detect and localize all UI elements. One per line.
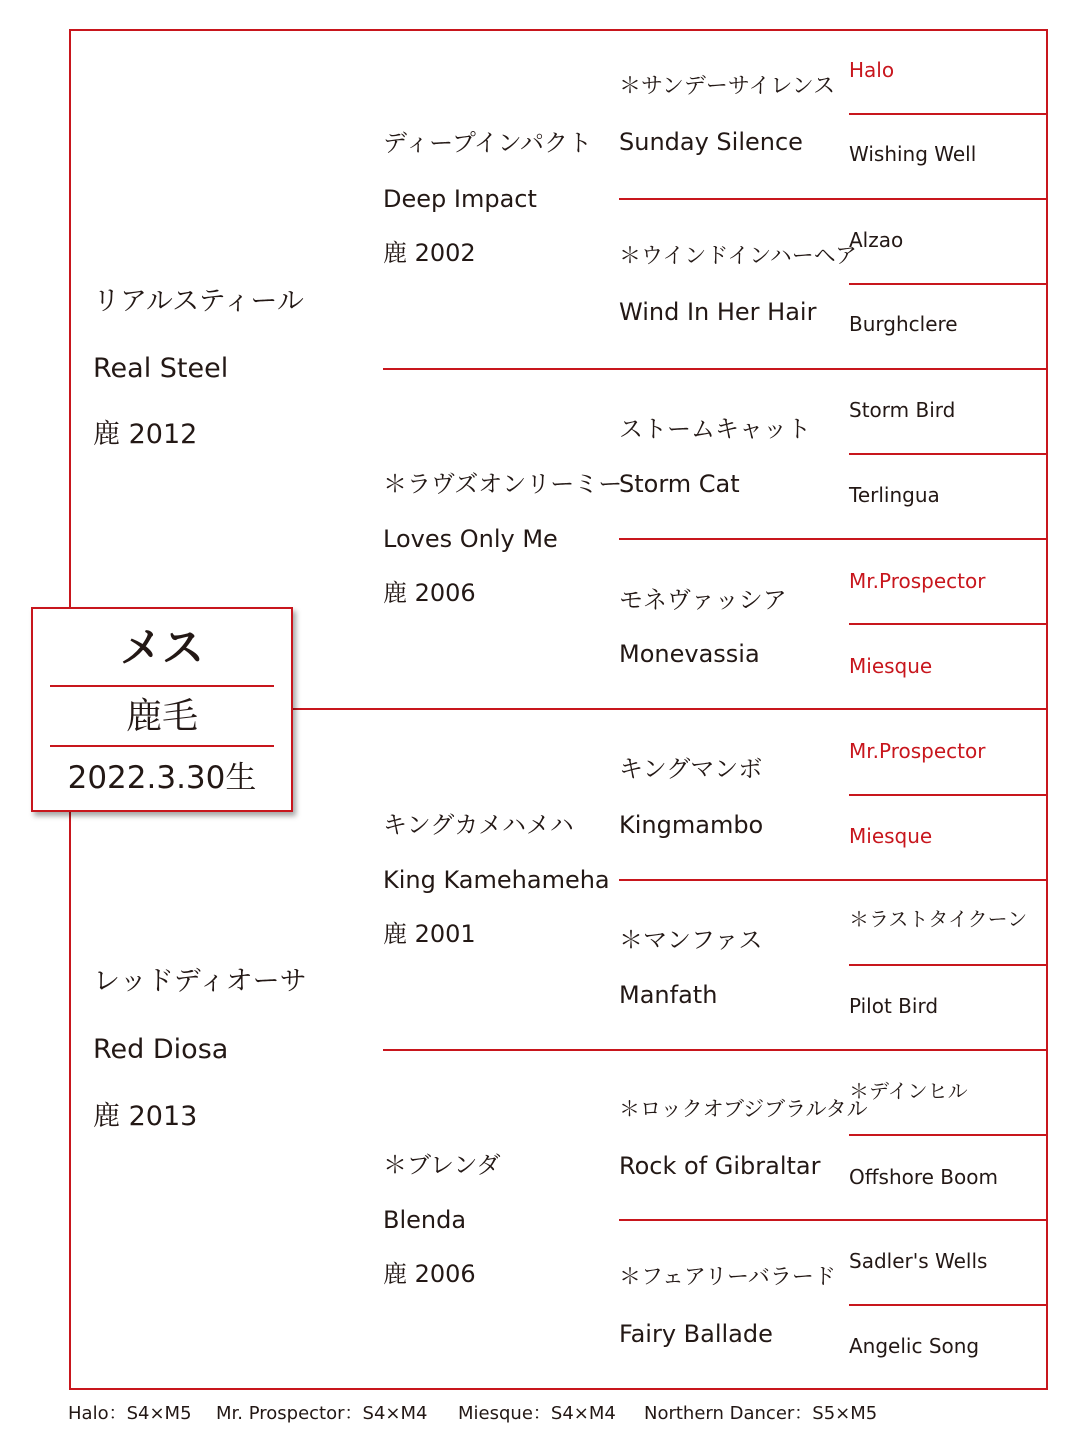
divider-gen4 [849, 453, 1048, 455]
ancestor-gen3-jp: ＊ロックオブジブラルタル [619, 1097, 868, 1121]
divider-gen2-bottom [383, 1049, 1048, 1051]
dam-name-jp: レッドディオーサ [93, 966, 307, 997]
ancestor-gen3-en: Manfath [619, 981, 718, 1009]
ancestor-gen4: Wishing Well [849, 142, 977, 166]
ancestor-gen3-en: Kingmambo [619, 811, 764, 839]
ancestor-gen3-jp: ＊サンデーサイレンス [619, 74, 836, 99]
ancestor-gen4: Mr.Prospector [849, 569, 986, 593]
subject-divider [50, 745, 274, 747]
ancestor-gen3-jp: モネヴァッシア [619, 586, 787, 614]
divider-gen4 [849, 794, 1048, 796]
ancestor-gen4: Angelic Song [849, 1334, 980, 1358]
ancestor-gen4: Terlingua [849, 483, 940, 507]
subject-box [31, 607, 293, 812]
divider-gen3 [619, 198, 1048, 200]
ancestor-gen2-info: 鹿 2006 [383, 579, 476, 607]
divider-gen4 [849, 1134, 1048, 1136]
ancestor-gen3-en: Rock of Gibraltar [619, 1152, 821, 1180]
ancestor-gen4: Pilot Bird [849, 994, 939, 1018]
divider-gen3 [619, 538, 1048, 540]
dam-name-en: Red Diosa [93, 1034, 229, 1065]
ancestor-gen2-en: King Kamehameha [383, 866, 610, 894]
divider-gen4 [849, 964, 1048, 966]
ancestor-gen4: Halo [849, 58, 895, 82]
ancestor-gen4: Burghclere [849, 312, 958, 336]
ancestor-gen4: Alzao [849, 228, 904, 252]
ancestor-gen4: Mr.Prospector [849, 739, 986, 763]
ancestor-gen3-jp: ＊フェアリーバラード [619, 1265, 836, 1290]
divider-gen4 [849, 283, 1048, 285]
sire-info: 鹿 2012 [93, 419, 198, 450]
divider-gen3 [619, 1219, 1048, 1221]
inbreeding-item: Mr. Prospector：S4×M4 [216, 1403, 428, 1424]
ancestor-gen2-jp: ＊ラヴズオンリーミー [383, 470, 623, 498]
ancestor-gen3-en: Storm Cat [619, 470, 740, 498]
divider-gen4 [849, 113, 1048, 115]
ancestor-gen2-jp: ディープインパクト [383, 129, 593, 157]
ancestor-gen3-jp: ＊ウインドインハーヘア [619, 244, 858, 269]
frame-top [69, 29, 1048, 31]
ancestor-gen3-jp: ＊マンファス [619, 926, 763, 954]
inbreeding-item: Northern Dancer：S5×M5 [644, 1403, 878, 1424]
ancestor-gen3-en: Wind In Her Hair [619, 298, 817, 326]
ancestor-gen2-en: Blenda [383, 1206, 467, 1234]
ancestor-gen2-en: Deep Impact [383, 185, 537, 213]
ancestor-gen2-jp: キングカメハメハ [383, 811, 574, 839]
inbreeding-item: Miesque：S4×M4 [458, 1403, 616, 1424]
ancestor-gen2-info: 鹿 2002 [383, 239, 476, 267]
subject-coat: 鹿毛 [125, 696, 198, 737]
ancestor-gen4: Miesque [849, 824, 933, 848]
ancestor-gen2-en: Loves Only Me [383, 525, 558, 553]
divider-gen2-top [383, 368, 1048, 370]
inbreeding-item: Halo：S4×M5 [68, 1403, 192, 1424]
ancestor-gen3-jp: キングマンボ [619, 755, 763, 783]
divider-gen4 [849, 1304, 1048, 1306]
frame-bottom [69, 1388, 1048, 1390]
ancestor-gen3-en: Sunday Silence [619, 128, 803, 156]
ancestor-gen4: ＊デインヒル [849, 1079, 968, 1103]
ancestor-gen4: Offshore Boom [849, 1165, 998, 1189]
ancestor-gen2-info: 鹿 2001 [383, 920, 476, 948]
ancestor-gen2-info: 鹿 2006 [383, 1260, 476, 1288]
sire-name-en: Real Steel [93, 353, 229, 384]
ancestor-gen3-en: Monevassia [619, 640, 760, 668]
ancestor-gen3-en: Fairy Ballade [619, 1320, 773, 1348]
subject-divider [50, 685, 274, 687]
subject-sex: メス [119, 623, 204, 672]
dam-info: 鹿 2013 [93, 1101, 198, 1132]
divider-gen4 [849, 623, 1048, 625]
ancestor-gen2-jp: ＊ブレンダ [383, 1151, 501, 1179]
ancestor-gen4: Storm Bird [849, 398, 956, 422]
divider-gen3 [619, 879, 1048, 881]
ancestor-gen3-jp: ストームキャット [619, 415, 811, 443]
ancestor-gen4: Miesque [849, 654, 933, 678]
subject-birth: 2022.3.30生 [67, 760, 257, 796]
ancestor-gen4: Sadler's Wells [849, 1249, 988, 1273]
divider-gen1 [289, 708, 1048, 710]
sire-name-jp: リアルスティール [93, 286, 304, 317]
ancestor-gen4: ＊ラストタイクーン [849, 907, 1028, 931]
